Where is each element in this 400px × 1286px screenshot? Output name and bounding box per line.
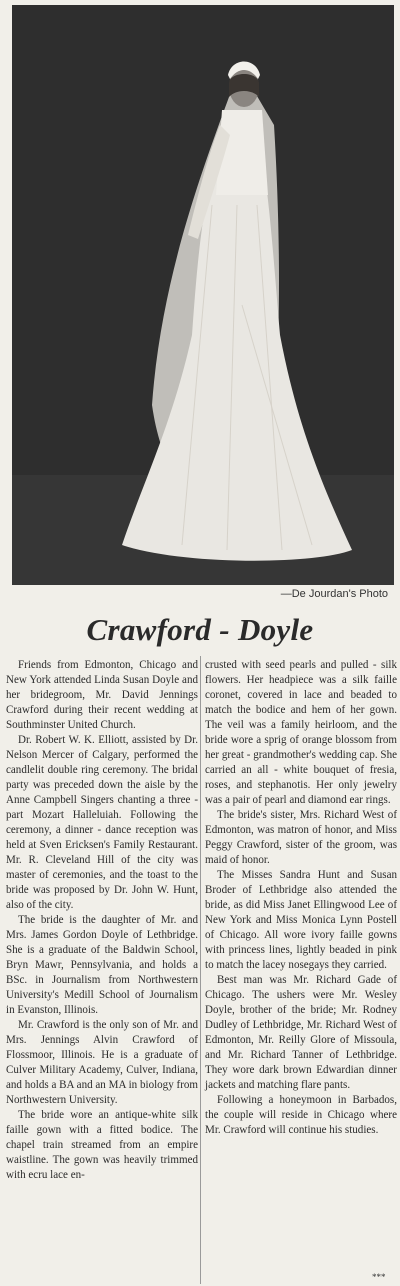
paragraph: The bride is the daughter of Mr. and Mrs. James Gordon Doyle of Lethbridge. She is a graduate of the Baldwin School, Bryn Mawr, Pennsylvania, and holds a BSc. in Journalism from Northwestern University's Medill School of Journalism in Evanston, Illinois.: [6, 914, 198, 1016]
paragraph: Following a honeymoon in Barbados, the couple will reside in Chicago where Mr. Crawford will continue his studies.: [205, 1094, 397, 1136]
paragraph: Friends from Edmonton, Chicago and New York attended Linda Susan Doyle and her bridegroom, Mr. David Jennings Crawford during their recent wedding at Southminster United Church.: [6, 659, 198, 731]
article-column-right: [205, 658, 397, 1138]
paragraph: Best man was Mr. Richard Gade of Chicago. The ushers were Mr. Wesley Doyle, brother of the bride; Mr. Rodney Dudley of Lethbridge, Mr. Richard West of Edmonton, Mr. Reilly Glore of Missoula, and Mr. Richard Tanner of Lethbridge. They wore dark brown Edwardian dinner jackets and matching flare pants.: [205, 974, 397, 1091]
wedding-photo: [12, 5, 394, 585]
paragraph: The Misses Sandra Hunt and Susan Broder of Lethbridge also attended the bride, as did Miss Janet Ellingwood Lee of New York and Miss Monica Lynn Postell of Chicago. All wore ivory faille gowns with princess lines, lightly beaded in pink to match the lacey nosegays they carried.: [205, 869, 397, 971]
paragraph: Dr. Robert W. K. Elliott, assisted by Dr. Nelson Mercer of Calgary, performed the candlelit double ring ceremony. The bridal party was preceded down the aisle by the Anne Campbell Singers chanting a three - part Mozart Halleluiah. Following the ceremony, a dinner - dance reception was held at Sven Ericksen's Family Restaurant. Mr. R. Cleveland Hill of the city was master of ceremonies, and the toast to the bride was proposed by Dr. John W. Hunt, also of the city.: [6, 734, 198, 911]
paragraph: Mr. Crawford is the only son of Mr. and Mrs. Jennings Alvin Crawford of Flossmoor, Illinois. He is a graduate of Culver Military Academy, Culver, Indiana, and holds a BA and an MA in biology from Northwestern University.: [6, 1019, 198, 1106]
column-divider: [200, 656, 201, 1284]
bride-photo-illustration: [12, 5, 394, 585]
paragraph: The bride's sister, Mrs. Richard West of Edmonton, was matron of honor, and Miss Peggy Crawford, sister of the groom, was maid of honor.: [205, 809, 397, 866]
paragraph: The bride wore an antique-white silk faille gown with a fitted bodice. The chapel train streamed from an empire waistline. The gown was heavily trimmed with ecru lace en-: [6, 1109, 198, 1181]
paragraph: crusted with seed pearls and pulled - silk flowers. Her headpiece was a silk faille coronet, covered in lace and beaded to match the bodice and hem of her gown. The veil was a family heirloom, and the bride wore a sprig of orange blossom from her great - grandmother's wedding cap. She carried an all - white bouquet of fresia, roses, and stephanotis. Her only jewelry was a pair of pearl and diamond ear rings.: [205, 659, 397, 806]
article-headline: Crawford - Doyle: [86, 612, 314, 647]
article-column-left: [6, 658, 198, 1183]
photo-credit: —De Jourdan's Photo: [280, 588, 388, 600]
end-mark: ***: [372, 1272, 386, 1282]
